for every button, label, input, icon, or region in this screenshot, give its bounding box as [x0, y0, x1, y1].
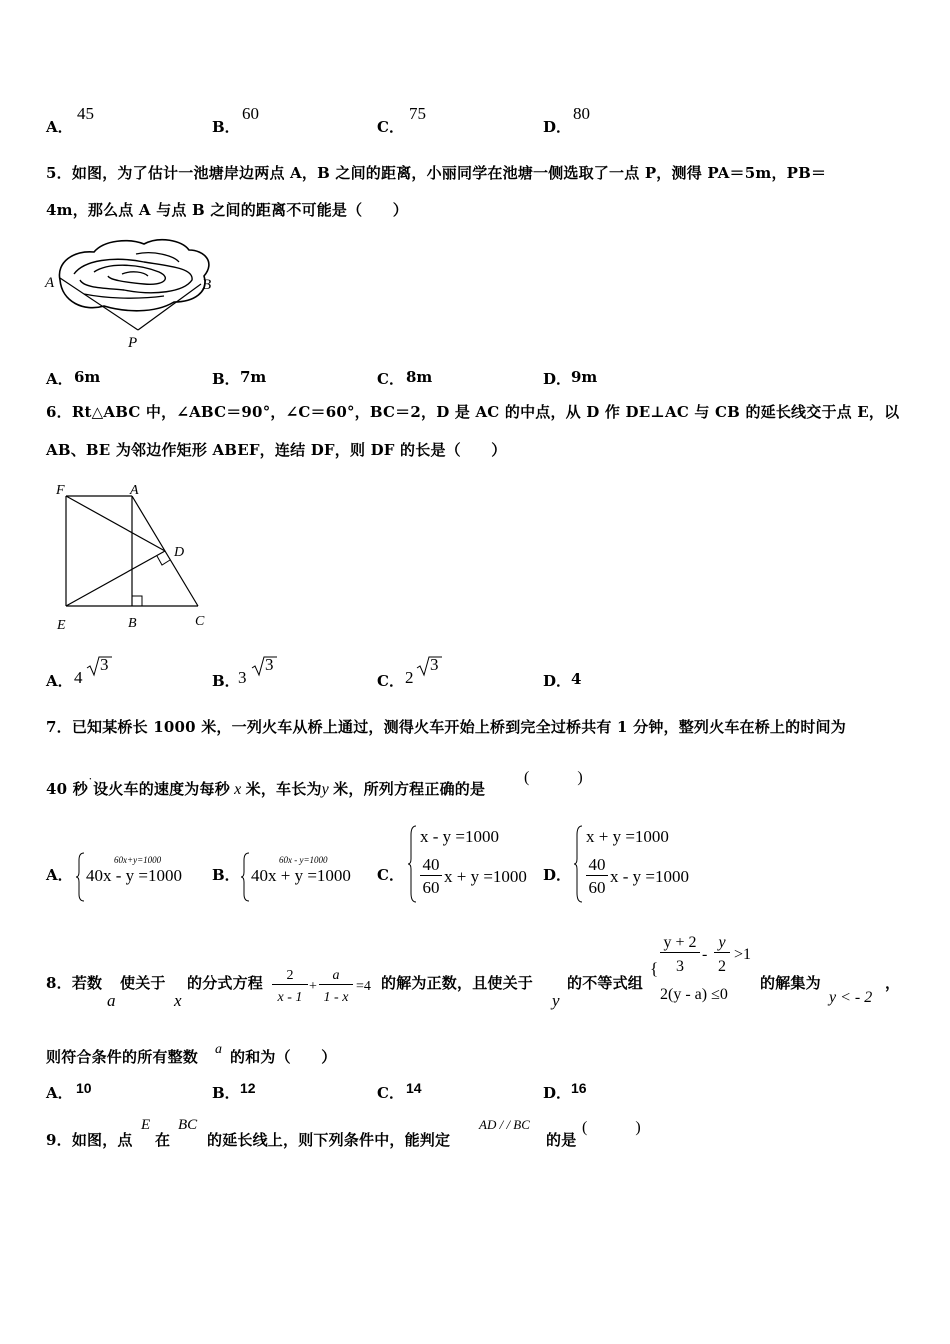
q8-text-5: 的不等式组 — [567, 974, 644, 992]
q7-option-d-system: x + y =1000 40 60 x - y =1000 — [574, 825, 709, 905]
q5-option-d-letter: D． — [543, 370, 572, 388]
q7-option-b-letter: B． — [212, 866, 240, 884]
q9-text-4: 的是 — [546, 1131, 577, 1149]
q7-option-c-system: x - y =1000 40 60 x + y =1000 — [408, 825, 543, 905]
q6-option-c-coef: 2 — [405, 668, 414, 687]
q8-option-a-value: 10 — [76, 1080, 92, 1096]
q4-option-a-letter: A． — [46, 118, 73, 136]
q8-var-a: a — [107, 991, 116, 1010]
q7-option-a-letter: A． — [46, 866, 73, 884]
q5-text-line1: 5．如图，为了估计一池塘岸边两点 A，B 之间的距离，小丽同学在池塘一侧选取了一点 P，测得 PA＝5m，PB＝ — [46, 164, 827, 182]
q8-option-b-value: 12 — [240, 1080, 256, 1096]
q8-text-3: 的分式方程 — [187, 974, 264, 992]
q9-text-1: 9．如图，点 — [46, 1131, 133, 1149]
q7-text-line1: 7．已知某桥长 1000 米，一列火车从桥上通过，测得火车开始上桥到完全过桥共有 1 分钟，整列火车在桥上的时间为 — [46, 718, 846, 736]
q8-solution: y < - 2 — [829, 989, 873, 1006]
q7-option-b-system: 60x - y=1000 40x + y =1000 — [241, 852, 371, 904]
q8-option-c-value: 14 — [406, 1080, 422, 1096]
q7-option-c-letter: C． — [377, 866, 404, 884]
q9-var-bc: BC — [178, 1117, 198, 1133]
q8-option-a-letter: A． — [46, 1084, 73, 1102]
q6-option-a-coef: 4 — [74, 668, 83, 687]
q9-var-e: E — [141, 1117, 151, 1133]
q5-option-b-value: 7m — [240, 368, 267, 386]
q8-text-6: 的解集为 — [760, 974, 821, 992]
q5-label-a: A — [45, 275, 55, 291]
left-brace-icon — [574, 825, 584, 903]
q8-text-line2b: 的和为（ ） — [230, 1048, 337, 1066]
q5-option-b-letter: B． — [212, 370, 240, 388]
q6-option-d-value: 4 — [571, 670, 582, 688]
q6-label-b: B — [128, 616, 137, 631]
q9-condition: AD / / BC — [479, 1117, 530, 1132]
q4-option-c-letter: C． — [377, 118, 404, 136]
q8-var-y: y — [552, 991, 560, 1010]
q4-option-a-value: 45 — [77, 104, 94, 123]
q6-label-a: A — [130, 483, 139, 498]
q4-option-d-value: 80 — [573, 104, 590, 123]
q9-answer-paren: ( ) — [582, 1119, 641, 1136]
q6-text-line2: AB、BE 为邻边作矩形 ABEF，连结 DF，则 DF 的长是（ ） — [46, 441, 507, 459]
q5-pond-figure — [44, 232, 224, 352]
q8-text-1: 8．若数 — [46, 974, 103, 992]
q6-option-b-letter: B． — [212, 672, 240, 690]
q7-text-line2: 40 秒˙设火车的速度为每秒 x 米，车长为y 米，所列方程正确的是 — [46, 778, 486, 798]
q9-text-2: 在 — [155, 1131, 171, 1149]
q4-option-b-value: 60 — [242, 104, 259, 123]
q4-option-b-letter: B． — [212, 118, 240, 136]
q5-option-a-letter: A． — [46, 370, 73, 388]
q7-option-a-system: 60x+y=1000 40x - y =1000 — [76, 852, 206, 904]
q6-option-a-letter: A． — [46, 672, 73, 690]
q8-inequality-system: { y + 2 3 - y 2 >1 2(y - a) ≤0 — [650, 934, 752, 1003]
q6-label-c: C — [195, 614, 205, 629]
left-brace-icon — [76, 852, 86, 902]
left-brace-icon: { — [650, 959, 659, 978]
q5-label-p: P — [128, 335, 138, 351]
q8-option-c-letter: C． — [377, 1084, 404, 1102]
q6-label-f: F — [56, 483, 65, 498]
q8-option-d-letter: D． — [543, 1084, 572, 1102]
q8-text-4: 的解为正数，且使关于 — [381, 974, 534, 992]
q8-fraction-equation: 2 x - 1 + a 1 - x =4 — [272, 968, 382, 1012]
q5-text-line2: 4m，那么点 A 与点 B 之间的距离不可能是（ ） — [46, 201, 408, 219]
q9-text-3: 的延长线上，则下列条件中，能判定 — [207, 1131, 451, 1149]
q8-option-d-value: 16 — [571, 1080, 587, 1096]
q6-option-b-coef: 3 — [238, 668, 247, 687]
q6-label-d: D — [174, 545, 185, 560]
q8-var-x: x — [174, 991, 182, 1010]
q6-text-line1: 6．Rt△ABC 中，∠ABC＝90°，∠C＝60°，BC＝2，D 是 AC 的中点，从 D 作 DE⊥AC 与 CB 的延长线交于点 E，以 — [46, 403, 900, 421]
q8-option-b-letter: B． — [212, 1084, 240, 1102]
q7-answer-paren: ( ) — [524, 769, 583, 786]
left-brace-icon — [408, 825, 418, 903]
q4-option-c-value: 75 — [409, 104, 426, 123]
q6-label-e: E — [57, 618, 66, 633]
q7-option-d-letter: D． — [543, 866, 572, 884]
left-brace-icon — [241, 852, 251, 902]
q8-comma: ， — [885, 974, 901, 992]
q6-option-d-letter: D． — [543, 672, 572, 690]
q4-option-d-letter: D． — [543, 118, 572, 136]
q5-option-c-letter: C． — [377, 370, 404, 388]
q5-option-a-value: 6m — [74, 368, 101, 386]
q6-rectangle-figure — [50, 478, 220, 633]
q6-option-c-letter: C． — [377, 672, 404, 690]
q8-text-2: 使关于 — [120, 974, 166, 992]
q8-text-line2: 则符合条件的所有整数 — [46, 1048, 199, 1066]
q5-option-d-value: 9m — [571, 368, 598, 386]
q5-label-b: B — [202, 277, 212, 293]
q8-var-a-2: a — [215, 1042, 222, 1057]
q5-option-c-value: 8m — [406, 368, 433, 386]
